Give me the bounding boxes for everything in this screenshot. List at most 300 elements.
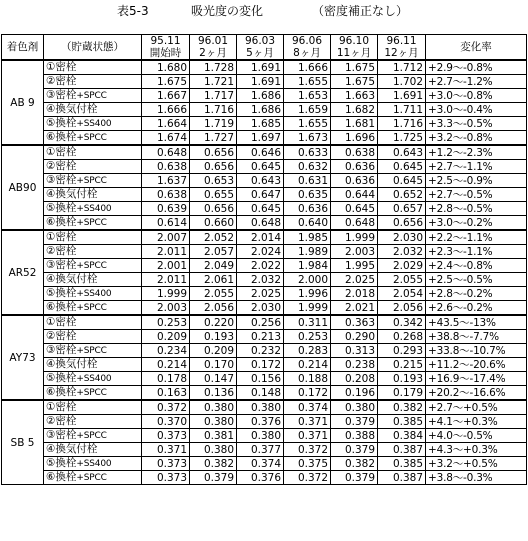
- storage-condition: [44, 216, 142, 231]
- absorbance-value: 0.652: [378, 188, 426, 202]
- absorbance-value: 2.007: [142, 230, 190, 245]
- absorbance-value: 0.290: [331, 330, 378, 344]
- table-row: [2, 160, 527, 174]
- table-row: [2, 202, 527, 216]
- table-row: [2, 301, 527, 316]
- change-rate: +3.0～-0.4%: [426, 103, 527, 117]
- absorbance-value: 0.381: [190, 429, 237, 443]
- table-row: [2, 457, 527, 471]
- absorbance-value: 1.712: [378, 60, 426, 75]
- condition-number: ④: [46, 273, 56, 285]
- absorbance-value: 2.032: [237, 273, 284, 287]
- storage-condition: [44, 60, 142, 75]
- condition-suffix: +SPCC: [76, 261, 107, 271]
- table-row: [2, 245, 527, 259]
- absorbance-value: 0.614: [142, 216, 190, 231]
- absorbance-value: 2.030: [378, 230, 426, 245]
- absorbance-value: 0.645: [378, 174, 426, 188]
- storage-condition: [44, 273, 142, 287]
- condition-text: 密栓: [55, 160, 77, 172]
- table-row: [2, 60, 527, 75]
- absorbance-value: 0.214: [284, 358, 331, 372]
- absorbance-value: 0.377: [237, 443, 284, 457]
- condition-number: ①: [46, 316, 56, 328]
- condition-suffix: +SPCC: [76, 388, 107, 398]
- absorbance-value: 0.342: [378, 315, 426, 330]
- absorbance-value: 2.061: [190, 273, 237, 287]
- storage-condition: [44, 443, 142, 457]
- header-date-4-line2: 11ヶ月: [336, 47, 372, 59]
- absorbance-value: 2.022: [237, 259, 284, 273]
- absorbance-value: 0.640: [284, 216, 331, 231]
- absorbance-value: 0.283: [284, 344, 331, 358]
- absorbance-value: 0.636: [331, 160, 378, 174]
- absorbance-value: 0.380: [237, 429, 284, 443]
- condition-number: ⑤: [46, 202, 56, 214]
- change-rate: +3.0～-0.2%: [426, 216, 527, 231]
- change-rate: +2.8～-0.2%: [426, 287, 527, 301]
- storage-condition: [44, 358, 142, 372]
- condition-number: ⑥: [46, 386, 56, 398]
- absorbance-value: 0.147: [190, 372, 237, 386]
- absorbance-value: 0.170: [190, 358, 237, 372]
- change-rate: +2.7～-1.2%: [426, 75, 527, 89]
- absorbance-value: 0.232: [237, 344, 284, 358]
- change-rate: +2.9～-0.8%: [426, 60, 527, 75]
- absorbance-value: 0.293: [378, 344, 426, 358]
- header-date-5: [378, 35, 426, 61]
- header-date-3-line1: 96.06: [291, 35, 323, 47]
- absorbance-value: 0.313: [331, 344, 378, 358]
- absorbance-value: 0.643: [378, 145, 426, 160]
- condition-suffix: +SS400: [76, 459, 112, 469]
- change-rate: +2.5～-0.9%: [426, 174, 527, 188]
- absorbance-value: 1.719: [190, 117, 237, 131]
- condition-text: 密栓: [55, 61, 77, 73]
- table-row: [2, 273, 527, 287]
- storage-condition: [44, 89, 142, 103]
- condition-text: 換気付栓: [55, 358, 98, 370]
- storage-condition: [44, 330, 142, 344]
- absorbance-value: 0.635: [284, 188, 331, 202]
- header-date-4: [331, 35, 378, 61]
- absorbance-value: 0.209: [142, 330, 190, 344]
- absorbance-value: 0.376: [237, 415, 284, 429]
- change-rate: +3.8～-0.3%: [426, 471, 527, 485]
- absorbance-value: 1.691: [237, 60, 284, 75]
- header-date-3-line2: 8ヶ月: [293, 47, 321, 59]
- condition-suffix: +SPCC: [76, 303, 107, 313]
- table-row: [2, 103, 527, 117]
- header-row: [2, 35, 527, 61]
- absorbance-value: 0.653: [190, 174, 237, 188]
- absorbance-value: 2.055: [378, 273, 426, 287]
- absorbance-value: 2.014: [237, 230, 284, 245]
- absorbance-value: 1.659: [284, 103, 331, 117]
- condition-suffix: +SPCC: [76, 176, 107, 186]
- storage-condition: [44, 230, 142, 245]
- condition-text: 密栓: [55, 174, 77, 186]
- table-row: [2, 216, 527, 231]
- change-rate: +1.2～-2.3%: [426, 145, 527, 160]
- header-date-1: [190, 35, 237, 61]
- absorbance-value: 1.666: [142, 103, 190, 117]
- storage-condition: [44, 160, 142, 174]
- table-row: [2, 75, 527, 89]
- change-rate: +43.5～-13%: [426, 315, 527, 330]
- absorbance-value: 2.032: [378, 245, 426, 259]
- absorbance-value: 0.631: [284, 174, 331, 188]
- absorbance-value: 0.638: [331, 145, 378, 160]
- absorbance-value: 2.052: [190, 230, 237, 245]
- storage-condition: [44, 471, 142, 485]
- absorbance-value: 2.025: [331, 273, 378, 287]
- change-rate: +3.2～-0.8%: [426, 131, 527, 146]
- absorbance-value: 1.691: [378, 89, 426, 103]
- condition-number: ④: [46, 443, 56, 455]
- absorbance-value: 1.721: [190, 75, 237, 89]
- condition-number: ①: [46, 146, 56, 158]
- header-date-0: [142, 35, 190, 61]
- condition-text: 密栓: [55, 429, 77, 441]
- absorbance-value: 0.371: [284, 415, 331, 429]
- absorbance-value: 1.995: [331, 259, 378, 273]
- storage-condition: [44, 372, 142, 386]
- absorbance-value: 0.179: [378, 386, 426, 401]
- table-row: [2, 344, 527, 358]
- absorbance-value: 0.647: [237, 188, 284, 202]
- absorbance-value: 1.989: [284, 245, 331, 259]
- absorbance-value: 0.633: [284, 145, 331, 160]
- condition-number: ②: [46, 245, 56, 257]
- condition-number: ⑥: [46, 131, 56, 143]
- absorbance-value: 1.653: [284, 89, 331, 103]
- absorbance-value: 1.984: [284, 259, 331, 273]
- change-rate: +2.8～-0.5%: [426, 202, 527, 216]
- absorbance-value: 0.220: [190, 315, 237, 330]
- table-row: [2, 145, 527, 160]
- condition-number: ③: [46, 89, 56, 101]
- header-date-2-line1: 96.03: [244, 35, 276, 47]
- absorbance-value: 0.253: [142, 315, 190, 330]
- absorbance-table: [1, 34, 527, 485]
- table-row: [2, 443, 527, 457]
- absorbance-value: 0.656: [190, 160, 237, 174]
- condition-suffix: +SPCC: [76, 431, 107, 441]
- condition-suffix: +SPCC: [76, 346, 107, 356]
- absorbance-value: 1.999: [284, 301, 331, 316]
- absorbance-value: 0.387: [378, 443, 426, 457]
- absorbance-value: 0.178: [142, 372, 190, 386]
- table-row: [2, 429, 527, 443]
- storage-condition: [44, 145, 142, 160]
- absorbance-value: 0.648: [331, 216, 378, 231]
- condition-text: 密栓: [55, 415, 77, 427]
- absorbance-value: 0.156: [237, 372, 284, 386]
- condition-text: 密栓: [55, 245, 77, 257]
- absorbance-value: 2.000: [284, 273, 331, 287]
- condition-number: ②: [46, 75, 56, 87]
- absorbance-value: 0.363: [331, 315, 378, 330]
- absorbance-value: 1.697: [237, 131, 284, 146]
- header-date-0-line2: 開始時: [149, 47, 182, 59]
- absorbance-value: 0.372: [142, 400, 190, 415]
- absorbance-value: 1.667: [142, 89, 190, 103]
- table-row: [2, 358, 527, 372]
- condition-suffix: +SPCC: [76, 473, 107, 483]
- absorbance-value: 0.208: [331, 372, 378, 386]
- absorbance-value: 0.638: [142, 188, 190, 202]
- absorbance-value: 0.648: [237, 216, 284, 231]
- condition-text: 換栓: [55, 386, 77, 398]
- dye-name: AB90: [2, 145, 44, 230]
- absorbance-value: 1.682: [331, 103, 378, 117]
- absorbance-value: 1.681: [331, 117, 378, 131]
- condition-text: 密栓: [55, 401, 77, 413]
- absorbance-value: 0.379: [331, 471, 378, 485]
- condition-text: 換気付栓: [55, 273, 98, 285]
- absorbance-value: 1.985: [284, 230, 331, 245]
- storage-condition: [44, 301, 142, 316]
- absorbance-value: 1.711: [378, 103, 426, 117]
- absorbance-value: 0.644: [331, 188, 378, 202]
- absorbance-value: 1.717: [190, 89, 237, 103]
- absorbance-value: 1.696: [331, 131, 378, 146]
- header-date-1-line2: 2ヶ月: [199, 47, 227, 59]
- absorbance-value: 0.373: [142, 471, 190, 485]
- absorbance-value: 0.196: [331, 386, 378, 401]
- absorbance-value: 1.674: [142, 131, 190, 146]
- absorbance-value: 0.379: [331, 415, 378, 429]
- header-date-4-line1: 96.10: [338, 35, 370, 47]
- absorbance-value: 1.675: [142, 75, 190, 89]
- absorbance-value: 0.371: [284, 429, 331, 443]
- absorbance-value: 1.663: [331, 89, 378, 103]
- storage-condition: [44, 188, 142, 202]
- condition-suffix: +SS400: [76, 374, 112, 384]
- condition-number: ②: [46, 160, 56, 172]
- table-row: [2, 415, 527, 429]
- absorbance-value: 1.666: [284, 60, 331, 75]
- table-row: [2, 89, 527, 103]
- absorbance-value: 0.213: [237, 330, 284, 344]
- absorbance-value: 0.656: [190, 145, 237, 160]
- absorbance-value: 2.001: [142, 259, 190, 273]
- absorbance-value: 0.372: [284, 471, 331, 485]
- condition-text: 換栓: [55, 287, 77, 299]
- storage-condition: [44, 457, 142, 471]
- absorbance-value: 2.011: [142, 245, 190, 259]
- absorbance-value: 0.234: [142, 344, 190, 358]
- dye-name: AR52: [2, 230, 44, 315]
- table-number: 表5-3: [117, 4, 149, 18]
- absorbance-value: 0.380: [190, 443, 237, 457]
- table-row: [2, 230, 527, 245]
- condition-number: ③: [46, 429, 56, 441]
- storage-condition: [44, 75, 142, 89]
- absorbance-value: 0.268: [378, 330, 426, 344]
- header-condition: （貯蔵状態）: [44, 35, 142, 61]
- table-row: [2, 372, 527, 386]
- absorbance-value: 0.163: [142, 386, 190, 401]
- absorbance-value: 0.639: [142, 202, 190, 216]
- absorbance-value: 0.648: [142, 145, 190, 160]
- absorbance-value: 0.256: [237, 315, 284, 330]
- absorbance-value: 0.385: [378, 457, 426, 471]
- condition-number: ⑥: [46, 301, 56, 313]
- storage-condition: [44, 103, 142, 117]
- condition-number: ③: [46, 174, 56, 186]
- absorbance-value: 0.385: [378, 415, 426, 429]
- absorbance-value: 1.664: [142, 117, 190, 131]
- absorbance-value: 0.370: [142, 415, 190, 429]
- condition-text: 換気付栓: [55, 188, 98, 200]
- absorbance-value: 0.172: [237, 358, 284, 372]
- condition-number: ⑥: [46, 216, 56, 228]
- absorbance-value: 0.311: [284, 315, 331, 330]
- storage-condition: [44, 400, 142, 415]
- storage-condition: [44, 245, 142, 259]
- absorbance-value: 0.372: [284, 443, 331, 457]
- absorbance-value: 0.380: [237, 400, 284, 415]
- absorbance-value: 2.049: [190, 259, 237, 273]
- absorbance-value: 0.387: [378, 471, 426, 485]
- absorbance-value: 2.021: [331, 301, 378, 316]
- absorbance-value: 0.382: [190, 457, 237, 471]
- absorbance-value: 1.655: [284, 117, 331, 131]
- absorbance-value: 0.657: [378, 202, 426, 216]
- condition-text: 密栓: [55, 330, 77, 342]
- absorbance-value: 0.379: [190, 471, 237, 485]
- absorbance-value: 2.011: [142, 273, 190, 287]
- storage-condition: [44, 259, 142, 273]
- absorbance-value: 1.680: [142, 60, 190, 75]
- absorbance-value: 0.380: [190, 400, 237, 415]
- dye-name: AB 9: [2, 60, 44, 145]
- condition-number: ⑤: [46, 287, 56, 299]
- header-date-1-line1: 96.01: [197, 35, 229, 47]
- storage-condition: [44, 415, 142, 429]
- header-date-2-line2: 5ヶ月: [246, 47, 274, 59]
- absorbance-value: 0.371: [142, 443, 190, 457]
- storage-condition: [44, 202, 142, 216]
- absorbance-value: 0.645: [237, 202, 284, 216]
- storage-condition: [44, 315, 142, 330]
- condition-suffix: +SPCC: [76, 218, 107, 228]
- condition-number: ①: [46, 401, 56, 413]
- condition-number: ③: [46, 344, 56, 356]
- absorbance-value: 1.685: [237, 117, 284, 131]
- absorbance-value: 2.057: [190, 245, 237, 259]
- absorbance-value: 0.375: [284, 457, 331, 471]
- condition-text: 換栓: [55, 457, 77, 469]
- absorbance-value: 1.675: [331, 60, 378, 75]
- absorbance-value: 0.374: [284, 400, 331, 415]
- absorbance-value: 1.999: [331, 230, 378, 245]
- condition-number: ④: [46, 188, 56, 200]
- condition-suffix: +SS400: [76, 289, 112, 299]
- absorbance-value: 2.054: [378, 287, 426, 301]
- condition-suffix: +SPCC: [76, 133, 107, 143]
- absorbance-value: 0.193: [190, 330, 237, 344]
- table-row: [2, 188, 527, 202]
- absorbance-value: 1.725: [378, 131, 426, 146]
- table-note: （密度補正なし）: [312, 4, 409, 18]
- absorbance-value: 2.029: [378, 259, 426, 273]
- absorbance-value: 2.025: [237, 287, 284, 301]
- header-date-5-line1: 96.11: [386, 35, 417, 47]
- condition-text: 換栓: [55, 216, 77, 228]
- condition-text: 換栓: [55, 372, 77, 384]
- table-row: [2, 400, 527, 415]
- change-rate: +20.2～-16.6%: [426, 386, 527, 401]
- absorbance-value: 1.728: [190, 60, 237, 75]
- table-row: [2, 471, 527, 485]
- absorbance-value: 0.215: [378, 358, 426, 372]
- change-rate: +2.4～-0.8%: [426, 259, 527, 273]
- absorbance-value: 0.643: [237, 174, 284, 188]
- absorbance-value: 0.645: [378, 160, 426, 174]
- change-rate: +2.5～-0.5%: [426, 273, 527, 287]
- dye-name: AY73: [2, 315, 44, 400]
- absorbance-value: 0.388: [331, 429, 378, 443]
- condition-text: 密栓: [55, 316, 77, 328]
- change-rate: +38.8～-7.7%: [426, 330, 527, 344]
- header-rate: 変化率: [426, 35, 527, 61]
- condition-text: 換栓: [55, 117, 77, 129]
- storage-condition: [44, 174, 142, 188]
- absorbance-value: 1.691: [237, 75, 284, 89]
- table-row: [2, 287, 527, 301]
- absorbance-value: 1.999: [142, 287, 190, 301]
- absorbance-value: 1.702: [378, 75, 426, 89]
- header-date-2: [237, 35, 284, 61]
- table-row: [2, 386, 527, 401]
- condition-number: ②: [46, 330, 56, 342]
- change-rate: +2.7～-0.5%: [426, 188, 527, 202]
- table-title: [0, 3, 528, 19]
- absorbance-value: 1.673: [284, 131, 331, 146]
- absorbance-value: 0.136: [190, 386, 237, 401]
- condition-number: ⑤: [46, 457, 56, 469]
- condition-text: 換気付栓: [55, 443, 98, 455]
- absorbance-value: 0.373: [142, 429, 190, 443]
- absorbance-value: 0.148: [237, 386, 284, 401]
- absorbance-value: 2.055: [190, 287, 237, 301]
- condition-text: 換栓: [55, 202, 77, 214]
- absorbance-value: 0.638: [142, 160, 190, 174]
- condition-text: 密栓: [55, 231, 77, 243]
- condition-number: ③: [46, 259, 56, 271]
- absorbance-value: 0.373: [142, 457, 190, 471]
- dye-name: SB 5: [2, 400, 44, 485]
- absorbance-value: 0.656: [190, 202, 237, 216]
- header-date-0-line1: 95.11: [150, 35, 181, 47]
- table-row: [2, 117, 527, 131]
- storage-condition: [44, 344, 142, 358]
- change-rate: +3.2～+0.5%: [426, 457, 527, 471]
- condition-text: 密栓: [55, 146, 77, 158]
- change-rate: +4.1～+0.3%: [426, 415, 527, 429]
- absorbance-value: 0.660: [190, 216, 237, 231]
- absorbance-value: 2.024: [237, 245, 284, 259]
- absorbance-value: 2.018: [331, 287, 378, 301]
- storage-condition: [44, 287, 142, 301]
- change-rate: +2.6～-0.2%: [426, 301, 527, 316]
- absorbance-value: 0.214: [142, 358, 190, 372]
- change-rate: +4.3～+0.3%: [426, 443, 527, 457]
- condition-number: ④: [46, 103, 56, 115]
